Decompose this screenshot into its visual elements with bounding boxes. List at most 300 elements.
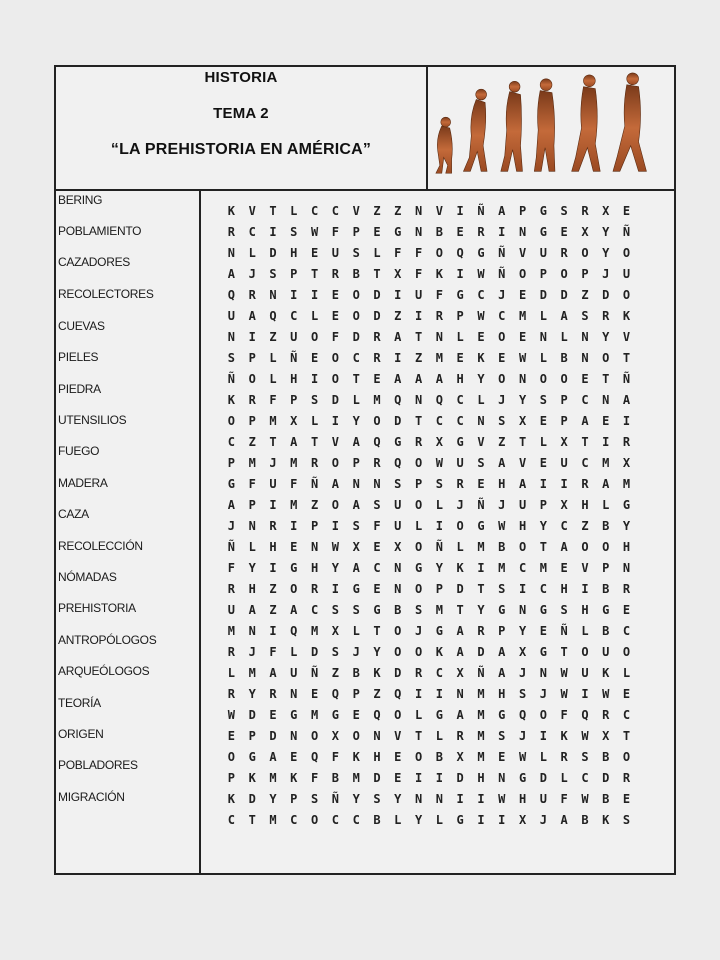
grid-cell: N: [394, 561, 402, 575]
grid-cell: G: [498, 603, 506, 617]
grid-cell: D: [331, 393, 339, 407]
grid-cell: X: [456, 666, 464, 680]
grid-cell: C: [518, 561, 527, 575]
grid-cell: L: [539, 309, 547, 323]
grid-cell: U: [269, 477, 277, 491]
grid-row: [221, 474, 661, 495]
grid-cell: Y: [248, 687, 256, 701]
grid-cell: Q: [394, 456, 402, 470]
grid-cell: O: [414, 582, 423, 596]
word-item: ARQUEÓLOGOS: [58, 664, 150, 678]
title-box: [56, 67, 428, 189]
grid-cell: Y: [373, 645, 381, 659]
worksheet-header: [56, 67, 674, 191]
grid-cell: T: [456, 603, 464, 617]
grid-cell: Z: [269, 582, 277, 596]
grid-cell: J: [539, 813, 547, 827]
grid-cell: N: [581, 351, 589, 365]
grid-cell: A: [602, 477, 610, 491]
grid-cell: C: [477, 288, 485, 302]
grid-cell: N: [269, 288, 277, 302]
grid-cell: I: [269, 561, 277, 575]
grid-cell: E: [310, 351, 319, 365]
grid-cell: C: [290, 813, 298, 827]
grid-cell: N: [435, 792, 443, 806]
grid-cell: M: [498, 561, 506, 575]
grid-cell: P: [498, 624, 506, 638]
grid-cell: A: [498, 456, 506, 470]
grid-cell: R: [456, 729, 464, 743]
grid-cell: H: [581, 603, 589, 617]
grid-cell: B: [602, 519, 610, 533]
grid-cell: C: [622, 624, 631, 638]
grid-cell: W: [331, 540, 339, 554]
grid-cell: T: [248, 813, 256, 827]
grid-cell: G: [352, 582, 360, 596]
grid-cell: P: [456, 309, 464, 323]
grid-cell: S: [310, 792, 319, 806]
grid-cell: I: [414, 771, 423, 785]
grid-cell: I: [477, 813, 485, 827]
grid-cell: E: [581, 372, 589, 386]
grid-cell: M: [435, 603, 443, 617]
grid-row: [221, 222, 661, 243]
grid-cell: L: [352, 393, 360, 407]
grid-cell: R: [414, 666, 423, 680]
grid-cell: Ñ: [498, 246, 506, 260]
grid-cell: D: [602, 288, 610, 302]
grid-cell: K: [435, 267, 443, 281]
word-item: POBLAMIENTO: [58, 224, 142, 238]
word-item: PIEDRA: [58, 382, 101, 396]
grid-cell: H: [518, 792, 527, 806]
grid-cell: P: [290, 393, 298, 407]
grid-cell: J: [498, 498, 506, 512]
grid-cell: Y: [269, 792, 277, 806]
grid-cell: R: [227, 687, 236, 701]
grid-cell: Z: [373, 687, 381, 701]
grid-cell: Y: [518, 624, 527, 638]
grid-cell: A: [560, 540, 568, 554]
grid-cell: C: [581, 456, 589, 470]
grid-cell: O: [290, 582, 298, 596]
human-evolution-icon: [428, 67, 674, 189]
word-item: CUEVAS: [58, 319, 105, 333]
grid-cell: Ñ: [477, 498, 485, 512]
grid-cell: Q: [518, 708, 527, 722]
grid-cell: N: [248, 519, 256, 533]
grid-cell: Ñ: [310, 477, 319, 491]
grid-cell: A: [352, 561, 360, 575]
grid-cell: F: [394, 246, 402, 260]
grid-cell: A: [269, 666, 277, 680]
grid-cell: S: [435, 477, 443, 491]
grid-cell: P: [581, 267, 589, 281]
grid-cell: N: [539, 666, 547, 680]
grid-cell: J: [269, 456, 277, 470]
grid-cell: Ñ: [290, 351, 298, 365]
grid-cell: L: [269, 351, 277, 365]
grid-cell: Ñ: [622, 372, 631, 386]
grid-cell: D: [456, 582, 464, 596]
grid-cell: S: [352, 246, 360, 260]
grid-cell: M: [518, 309, 527, 323]
grid-cell: Z: [269, 603, 277, 617]
grid-cell: G: [290, 561, 298, 575]
grid-cell: P: [248, 498, 256, 512]
grid-cell: Ñ: [560, 624, 568, 638]
grid-cell: R: [227, 582, 236, 596]
grid-cell: H: [477, 771, 485, 785]
grid-cell: O: [539, 372, 547, 386]
grid-cell: A: [352, 435, 360, 449]
grid-row: [221, 516, 661, 537]
grid-cell: N: [518, 372, 527, 386]
grid-cell: N: [498, 771, 506, 785]
grid-row: [221, 201, 661, 222]
grid-cell: L: [622, 666, 631, 680]
grid-cell: Q: [227, 288, 236, 302]
grid-cell: N: [248, 624, 256, 638]
grid-cell: S: [331, 603, 339, 617]
grid-cell: U: [290, 330, 298, 344]
grid-cell: O: [310, 330, 319, 344]
grid-cell: T: [310, 267, 319, 281]
grid-row: [221, 789, 661, 810]
word-item: MIGRACIÓN: [58, 790, 125, 804]
grid-cell: A: [248, 603, 256, 617]
grid-cell: G: [373, 603, 381, 617]
grid-cell: S: [581, 750, 589, 764]
grid-cell: A: [456, 624, 464, 638]
grid-cell: A: [518, 477, 527, 491]
grid-cell: M: [602, 456, 610, 470]
grid-row: [221, 768, 661, 789]
grid-cell: L: [373, 246, 381, 260]
grid-cell: W: [518, 750, 527, 764]
grid-cell: Q: [373, 435, 381, 449]
grid-cell: N: [414, 393, 423, 407]
grid-cell: S: [331, 645, 339, 659]
grid-cell: V: [477, 435, 485, 449]
grid-cell: Y: [602, 246, 610, 260]
grid-cell: N: [414, 225, 423, 239]
word-item: POBLADORES: [58, 758, 138, 772]
grid-cell: G: [477, 519, 485, 533]
grid-cell: Q: [394, 393, 402, 407]
grid-cell: Z: [310, 498, 319, 512]
grid-cell: R: [227, 645, 236, 659]
grid-cell: V: [394, 729, 402, 743]
grid-cell: O: [581, 645, 589, 659]
grid-cell: M: [477, 708, 485, 722]
grid-cell: W: [602, 687, 610, 701]
grid-cell: N: [622, 561, 631, 575]
grid-cell: P: [290, 267, 298, 281]
grid-cell: R: [331, 267, 339, 281]
grid-cell: S: [414, 603, 423, 617]
grid-cell: A: [227, 267, 236, 281]
grid-cell: D: [269, 246, 277, 260]
grid-cell: F: [560, 708, 568, 722]
grid-cell: T: [581, 435, 589, 449]
grid-cell: I: [331, 582, 339, 596]
grid-cell: X: [602, 204, 610, 218]
grid-cell: C: [435, 414, 443, 428]
grid-cell: E: [560, 561, 568, 575]
grid-cell: A: [560, 813, 568, 827]
grid-cell: U: [539, 246, 547, 260]
grid-cell: L: [539, 435, 547, 449]
grid-cell: R: [560, 246, 568, 260]
grid-cell: O: [498, 372, 506, 386]
grid-row: [221, 663, 661, 684]
word-list: [56, 191, 201, 873]
grid-cell: E: [310, 246, 319, 260]
grid-cell: S: [498, 582, 506, 596]
grid-row: [221, 495, 661, 516]
grid-cell: I: [456, 267, 464, 281]
grid-cell: E: [456, 225, 464, 239]
grid-row: [221, 747, 661, 768]
word-item: TEORÍA: [58, 696, 101, 710]
grid-cell: R: [622, 771, 631, 785]
grid-cell: T: [414, 729, 423, 743]
grid-cell: I: [394, 351, 402, 365]
word-item: NÓMADAS: [58, 570, 117, 584]
grid-cell: D: [394, 666, 402, 680]
grid-cell: T: [269, 435, 277, 449]
grid-cell: Y: [248, 561, 256, 575]
grid-cell: K: [602, 813, 610, 827]
grid-cell: V: [518, 246, 527, 260]
grid-cell: N: [373, 477, 381, 491]
grid-cell: E: [622, 603, 631, 617]
grid-cell: L: [435, 729, 443, 743]
grid-cell: M: [290, 456, 298, 470]
grid-cell: N: [310, 540, 319, 554]
grid-cell: Z: [394, 204, 402, 218]
grid-cell: J: [248, 645, 256, 659]
grid-cell: D: [602, 771, 610, 785]
grid-cell: X: [581, 225, 589, 239]
grid-cell: O: [622, 288, 631, 302]
grid-cell: A: [248, 309, 256, 323]
grid-cell: I: [539, 477, 547, 491]
grid-cell: G: [435, 624, 443, 638]
grid-cell: O: [227, 750, 236, 764]
grid-cell: L: [539, 351, 547, 365]
grid-cell: C: [456, 414, 464, 428]
grid-cell: N: [414, 204, 423, 218]
grid-cell: L: [539, 750, 547, 764]
grid-cell: M: [310, 624, 319, 638]
grid-cell: M: [248, 456, 256, 470]
grid-cell: L: [414, 708, 423, 722]
grid-cell: F: [269, 393, 277, 407]
grid-cell: Y: [477, 603, 485, 617]
grid-cell: S: [290, 225, 298, 239]
grid-cell: Z: [414, 351, 423, 365]
grid-cell: I: [560, 477, 568, 491]
grid-cell: E: [498, 351, 506, 365]
grid-cell: W: [477, 309, 485, 323]
grid-cell: B: [352, 267, 360, 281]
grid-cell: O: [310, 729, 319, 743]
puzzle-area: [56, 191, 674, 873]
grid-cell: Z: [373, 204, 381, 218]
grid-cell: Y: [352, 414, 360, 428]
grid-cell: J: [352, 645, 360, 659]
grid-cell: Z: [394, 309, 402, 323]
word-item: ANTROPÓLOGOS: [58, 633, 157, 647]
grid-cell: J: [518, 666, 527, 680]
grid-row: [221, 726, 661, 747]
grid-cell: A: [414, 372, 423, 386]
grid-cell: R: [622, 582, 631, 596]
grid-cell: A: [394, 330, 402, 344]
grid-cell: G: [498, 708, 506, 722]
grid-cell: I: [435, 687, 443, 701]
grid-cell: G: [435, 708, 443, 722]
grid-cell: P: [248, 729, 256, 743]
grid-cell: U: [394, 498, 402, 512]
grid-cell: D: [269, 729, 277, 743]
grid-cell: P: [539, 267, 547, 281]
grid-cell: K: [373, 666, 381, 680]
grid-cell: L: [310, 414, 319, 428]
grid-cell: I: [331, 414, 339, 428]
grid-cell: C: [227, 435, 236, 449]
grid-cell: U: [227, 603, 236, 617]
grid-cell: L: [290, 645, 298, 659]
grid-cell: I: [414, 309, 423, 323]
grid-cell: I: [248, 330, 256, 344]
grid-cell: Y: [602, 225, 610, 239]
grid-cell: T: [477, 582, 485, 596]
grid-cell: F: [373, 519, 381, 533]
grid-cell: P: [435, 582, 443, 596]
grid-cell: O: [622, 750, 631, 764]
grid-cell: O: [581, 540, 589, 554]
grid-cell: O: [622, 246, 631, 260]
grid-cell: I: [518, 582, 527, 596]
grid-cell: L: [456, 540, 464, 554]
grid-cell: M: [352, 771, 360, 785]
grid-cell: T: [352, 372, 360, 386]
grid-cell: D: [373, 288, 381, 302]
grid-cell: O: [518, 540, 527, 554]
grid-cell: K: [227, 792, 236, 806]
grid-cell: B: [331, 771, 339, 785]
grid-cell: S: [477, 456, 485, 470]
grid-cell: O: [352, 309, 360, 323]
grid-cell: I: [290, 288, 298, 302]
grid-cell: C: [352, 351, 360, 365]
grid-cell: Q: [310, 750, 319, 764]
grid-cell: U: [331, 246, 339, 260]
grid-cell: G: [456, 435, 464, 449]
grid-cell: G: [539, 603, 547, 617]
grid-cell: R: [269, 519, 277, 533]
grid-cell: D: [248, 708, 256, 722]
grid-cell: X: [435, 435, 443, 449]
grid-cell: N: [518, 225, 527, 239]
subject-heading: HISTORIA: [204, 69, 278, 86]
word-item: RECOLECTORES: [58, 287, 154, 301]
grid-cell: L: [581, 624, 589, 638]
word-item: FUEGO: [58, 444, 100, 458]
grid-cell: N: [477, 414, 485, 428]
grid-row: [221, 537, 661, 558]
grid-cell: S: [227, 351, 236, 365]
grid-cell: F: [414, 246, 423, 260]
grid-cell: H: [456, 372, 464, 386]
grid-cell: A: [394, 372, 402, 386]
grid-cell: E: [331, 309, 339, 323]
grid-cell: Z: [581, 519, 589, 533]
grid-cell: L: [435, 498, 443, 512]
grid-cell: T: [622, 351, 631, 365]
grid-cell: C: [248, 225, 256, 239]
grid-cell: D: [477, 645, 485, 659]
grid-cell: A: [622, 393, 631, 407]
grid-cell: P: [248, 414, 256, 428]
grid-cell: P: [227, 456, 236, 470]
word-item: CAZADORES: [58, 255, 130, 269]
grid-cell: A: [456, 708, 464, 722]
grid-cell: P: [227, 771, 236, 785]
grid-cell: O: [331, 456, 339, 470]
evolution-image: [428, 67, 674, 189]
grid-cell: P: [539, 498, 547, 512]
grid-cell: N: [456, 687, 464, 701]
grid-cell: L: [352, 624, 360, 638]
grid-cell: G: [331, 708, 339, 722]
worksheet: [54, 65, 676, 875]
grid-cell: Q: [269, 309, 277, 323]
grid-cell: C: [560, 519, 568, 533]
grid-cell: C: [373, 561, 381, 575]
grid-cell: M: [477, 750, 485, 764]
grid-cell: Q: [331, 687, 339, 701]
grid-cell: C: [352, 813, 360, 827]
grid-cell: G: [456, 813, 464, 827]
grid-cell: B: [435, 750, 443, 764]
grid-cell: N: [290, 729, 298, 743]
grid-cell: I: [622, 414, 631, 428]
grid-cell: S: [373, 792, 381, 806]
grid-cell: R: [581, 204, 589, 218]
grid-cell: I: [456, 792, 464, 806]
grid-cell: G: [539, 645, 547, 659]
grid-cell: C: [435, 666, 443, 680]
grid-cell: G: [394, 225, 402, 239]
grid-cell: L: [227, 666, 236, 680]
grid-cell: A: [498, 204, 506, 218]
grid-cell: O: [394, 624, 402, 638]
grid-cell: I: [269, 225, 277, 239]
grid-cell: R: [622, 435, 631, 449]
grid-cell: Y: [622, 519, 631, 533]
grid-cell: P: [560, 414, 568, 428]
grid-cell: N: [414, 792, 423, 806]
grid-cell: W: [498, 792, 506, 806]
grid-cell: H: [269, 540, 277, 554]
grid-cell: M: [477, 540, 485, 554]
grid-cell: B: [602, 792, 610, 806]
grid-cell: L: [269, 372, 277, 386]
